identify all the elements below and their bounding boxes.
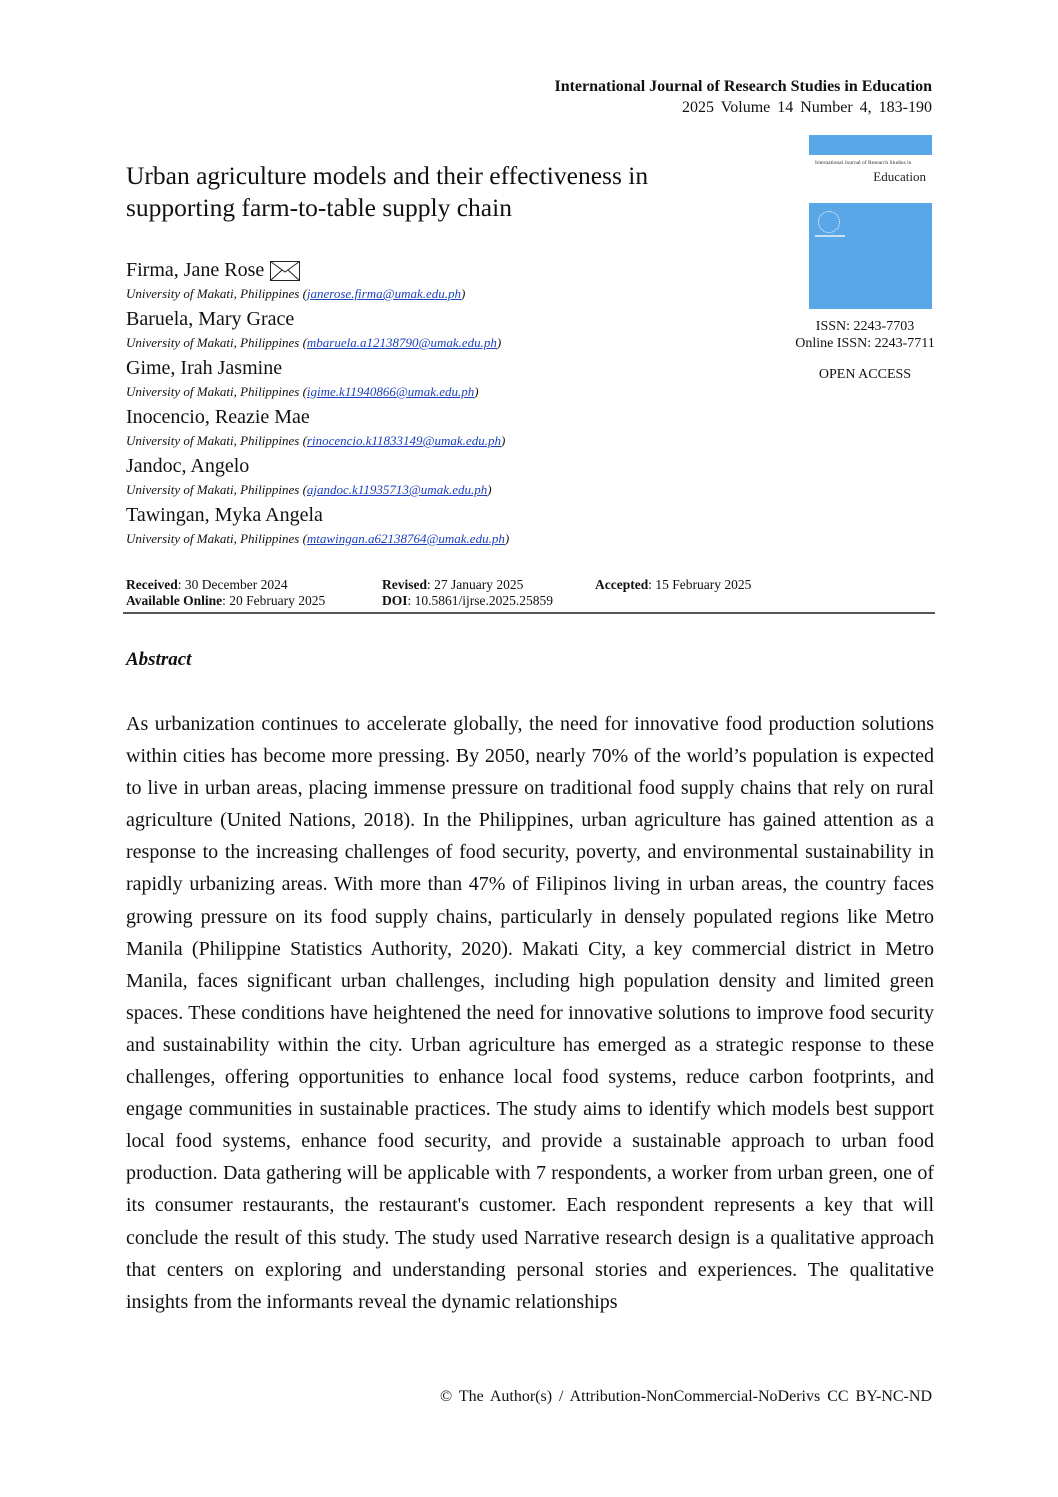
author-affiliation: University of Makati, Philippines (igime.k11940866@umak.edu.ph) (126, 384, 479, 399)
author-name: Tawingan, Myka Angela (126, 504, 323, 526)
author-email-link[interactable]: rinocencio.k11833149@umak.edu.ph (306, 433, 501, 448)
abstract-heading: Abstract (126, 649, 192, 670)
accepted-date: Accepted: 15 February 2025 (595, 577, 752, 592)
author-affiliation: University of Makati, Philippines (ajandoc.k11935713@umak.edu.ph) (126, 482, 492, 497)
author-email-link[interactable]: janerose.firma@umak.edu.ph (306, 286, 462, 301)
doi[interactable]: DOI: 10.5861/ijrse.2025.25859 (382, 593, 554, 608)
publication-dates (126, 577, 935, 609)
author-email-link[interactable]: ajandoc.k11935713@umak.edu.ph (306, 482, 488, 497)
publisher-logo-icon (818, 211, 840, 233)
journal-name: International Journal of Research Studies in Education (554, 78, 932, 95)
author-email-link[interactable]: mbaruela.a12138790@umak.edu.ph (306, 335, 497, 350)
license-footer: © The Author(s) / Attribution-NonCommercial-NoDerivs CC BY-NC-ND (439, 1388, 932, 1405)
dates-row (126, 593, 935, 609)
abstract-body: As urbanization continues to accelerate globally, the need for innovative food production solutions within cities has become more pressing. By 2050, nearly 70% of the world’s population is expected to live in urban areas, placing immense pressure on traditional food supply chains that rely on rural agriculture (United Nations, 2018). In the Philippines, urban agriculture has gained attention as a response to the increasing challenges of food security, poverty, and environmental sustainability in rapidly urbanizing areas. With more than 47% of Filipinos living in urban areas, the country faces growing pressure on its food supply chains, particularly in densely populated regions like Metro Manila (Philippine Statistics Authority, 2020). Makati City, a key commercial district in Metro Manila, faces significant urban challenges, including high population density and limited green spaces. These conditions have heightened the need for innovative solutions to improve food security and sustainability within the city. Urban agriculture has emerged as a strategic response to these challenges, offering opportunities to enhance local food systems, reduce carbon footprints, and engage communities in sustainable practices. The study aims to identify which models best support local food systems, enhance food security, and provide a sustainable approach to urban food production. Data gathering will be applicable with 7 respondents, a worker from urban green, one of its consumer restaurants, the restaurant's customer. Each respondent represents a key that will conclude the result of this study. The study used Narrative research design is a qualitative approach that centers on exploring and understanding personal stories and experiences. The qualitative insights from the informants reveal the dynamic relationships (126, 713, 934, 1313)
author-name: Baruela, Mary Grace (126, 308, 295, 330)
author-entry (126, 356, 509, 403)
author-name: Inocencio, Reazie Mae (126, 406, 310, 428)
cover-volume-line (925, 187, 926, 192)
author-name-row (126, 258, 509, 283)
issn-online: Online ISSN: 2243-7711 (795, 336, 935, 351)
open-access-label: OPEN ACCESS (818, 367, 912, 382)
author-affiliation: University of Makati, Philippines (rinocencio.k11833149@umak.edu.ph) (126, 433, 506, 448)
author-name: Jandoc, Angelo (126, 455, 250, 477)
author-affiliation: University of Makati, Philippines (janerose.firma@umak.edu.ph) (126, 286, 466, 301)
cover-top-band (809, 135, 932, 155)
dates-row (126, 577, 935, 593)
available-online-date: Available Online: 20 February 2025 (126, 593, 326, 608)
author-name: Firma, Jane Rose (126, 259, 265, 281)
author-list (126, 258, 509, 552)
author-affiliation: University of Makati, Philippines (mbaruela.a12138790@umak.edu.ph) (126, 335, 502, 350)
journal-issue: 2025 Volume 14 Number 4, 183-190 (682, 99, 932, 116)
issn-print: ISSN: 2243-7703 (815, 319, 915, 334)
author-entry (126, 258, 509, 305)
received-date: Received: 30 December 2024 (126, 577, 288, 592)
header-divider (123, 612, 935, 614)
revised-date: Revised: 27 January 2025 (382, 577, 524, 592)
cover-subject: Education (873, 169, 926, 184)
author-entry (126, 503, 509, 550)
journal-header (554, 76, 932, 118)
publisher-logo-caption (815, 235, 845, 237)
author-entry (126, 307, 509, 354)
envelope-icon[interactable] (270, 261, 300, 281)
author-entry (126, 405, 509, 452)
journal-cover-image (809, 135, 932, 309)
author-name: Gime, Irah Jasmine (126, 357, 283, 379)
issn-block (790, 318, 940, 383)
article-title: Urban agriculture models and their effectiveness in supporting farm-to-table supply chain (126, 161, 649, 222)
author-affiliation: University of Makati, Philippines (mtawingan.a62138764@umak.edu.ph) (126, 531, 510, 546)
cover-journal-name: International Journal of Research Studies in (815, 160, 912, 166)
author-entry (126, 454, 509, 501)
author-email-link[interactable]: igime.k11940866@umak.edu.ph (306, 384, 475, 399)
author-email-link[interactable]: mtawingan.a62138764@umak.edu.ph (306, 531, 505, 546)
